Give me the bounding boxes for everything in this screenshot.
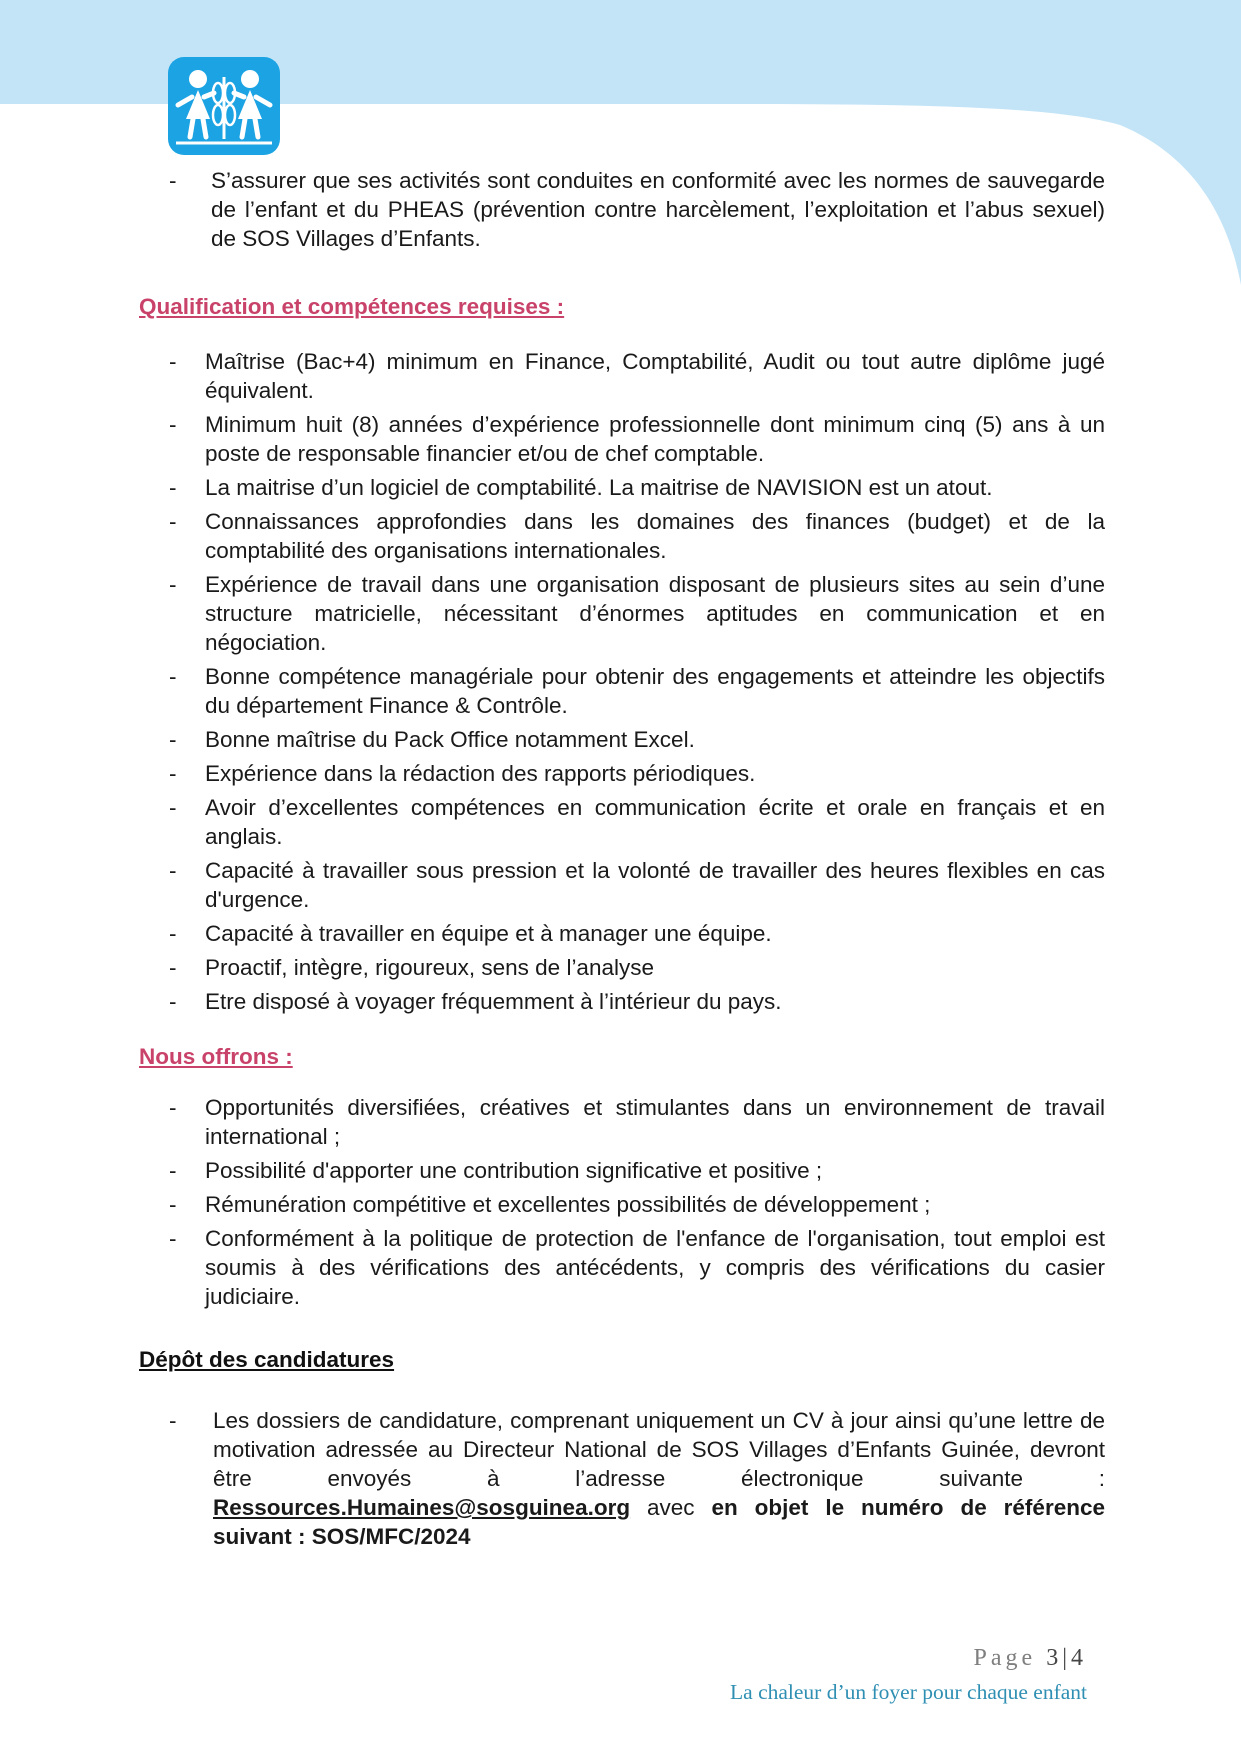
qualification-text: Maîtrise (Bac+4) minimum en Finance, Comptabilité, Audit ou tout autre diplôme jugé équivalent.	[205, 349, 1105, 403]
qualification-text: Proactif, intègre, rigoureux, sens de l’analyse	[205, 955, 654, 980]
list-item	[139, 953, 1105, 982]
list-item	[139, 473, 1105, 502]
page-current: 3	[1046, 1645, 1063, 1671]
list-item	[139, 725, 1105, 754]
qualification-text: Connaissances approfondies dans les domaines des finances (budget) et de la comptabilité des organisations internationales.	[205, 509, 1105, 563]
qualification-text: Minimum huit (8) années d’expérience professionnelle dont minimum cinq (5) ans à un poste de responsable financier et/ou de chef comptable.	[205, 412, 1105, 466]
qualifications-list	[139, 347, 1105, 1016]
list-item	[139, 570, 1105, 657]
list-item	[139, 987, 1105, 1016]
qualification-text: Capacité à travailler en équipe et à manager une équipe.	[205, 921, 772, 946]
qualification-text: Etre disposé à voyager fréquemment à l’intérieur du pays.	[205, 989, 782, 1014]
offer-text: Rémunération compétitive et excellentes possibilités de développement ;	[205, 1192, 931, 1217]
page-number	[974, 1645, 1087, 1672]
page-separator: |	[1062, 1645, 1071, 1671]
list-item	[139, 410, 1105, 468]
application-reference: en objet le numéro de référence suivant : SOS/MFC/2024	[213, 1495, 1105, 1549]
sos-childrens-villages-logo	[168, 57, 280, 155]
offer-text: Conformément à la politique de protection de l'enfance de l'organisation, tout emploi est soumis à des vérifications des antécédents, y compris des vérifications du casier judiciaire.	[205, 1226, 1105, 1309]
dash-bullet: -	[169, 989, 177, 1014]
list-item	[139, 507, 1105, 565]
offers-heading: Nous offrons :	[139, 1044, 293, 1069]
dash-bullet: -	[169, 858, 177, 883]
document-body	[139, 166, 1105, 1551]
dash-bullet: -	[169, 412, 177, 437]
dash-bullet: -	[169, 475, 177, 500]
list-item	[139, 166, 1105, 253]
application-email-link[interactable]: Ressources.Humaines@sosguinea.org	[213, 1495, 631, 1520]
list-item	[139, 1224, 1105, 1311]
qualification-text: Bonne maîtrise du Pack Office notamment Excel.	[205, 727, 695, 752]
page-total: 4	[1071, 1645, 1087, 1671]
qualification-text: Avoir d’excellentes compétences en communication écrite et orale en français et en anglais.	[205, 795, 1105, 849]
dash-bullet: -	[169, 1158, 177, 1183]
list-item	[139, 347, 1105, 405]
dash-bullet: -	[169, 1408, 177, 1433]
dash-bullet: -	[169, 349, 177, 374]
dash-bullet: -	[169, 1192, 177, 1217]
offer-text: Opportunités diversifiées, créatives et stimulantes dans un environnement de travail international ;	[205, 1095, 1105, 1149]
page-word: Page	[973, 1645, 1037, 1671]
offer-text: Possibilité d'apporter une contribution significative et positive ;	[205, 1158, 823, 1183]
dash-bullet: -	[169, 795, 177, 820]
list-item	[139, 1093, 1105, 1151]
application-instructions: Les dossiers de candidature, comprenant uniquement un CV à jour ainsi qu’une lettre de motivation adressée au Directeur National de SOS Villages d’Enfants Guinée, devront être envoyés à l’adresse électronique suivante :	[213, 1408, 1105, 1491]
dash-bullet: -	[169, 509, 177, 534]
qualification-text: Bonne compétence managériale pour obtenir des engagements et atteindre les objectifs du département Finance & Contrôle.	[205, 664, 1105, 718]
application-text	[205, 1406, 1105, 1551]
dash-bullet: -	[169, 664, 177, 689]
dash-bullet: -	[169, 1095, 177, 1120]
application-heading: Dépôt des candidatures	[139, 1347, 395, 1372]
dash-bullet: -	[169, 727, 177, 752]
list-item	[139, 759, 1105, 788]
offers-list	[139, 1093, 1105, 1311]
dash-bullet: -	[169, 168, 177, 193]
qualification-text: La maitrise d’un logiciel de comptabilité. La maitrise de NAVISION est un atout.	[205, 475, 993, 500]
qualifications-heading: Qualification et compétences requises :	[139, 294, 565, 319]
list-item	[139, 662, 1105, 720]
application-connector: avec	[647, 1495, 695, 1520]
list-item	[139, 793, 1105, 851]
list-item	[139, 1156, 1105, 1185]
qualification-text: Expérience de travail dans une organisation disposant de plusieurs sites au sein d’une structure matricielle, nécessitant d’énormes aptitudes en communication et en négociation.	[205, 572, 1105, 655]
list-item	[139, 856, 1105, 914]
dash-bullet: -	[169, 761, 177, 786]
dash-bullet: -	[169, 921, 177, 946]
footer-tagline: La chaleur d’un foyer pour chaque enfant	[730, 1680, 1087, 1704]
qualification-text: Capacité à travailler sous pression et la volonté de travailler des heures flexibles en cas d'urgence.	[205, 858, 1105, 912]
qualification-text: Expérience dans la rédaction des rapports périodiques.	[205, 761, 756, 786]
dash-bullet: -	[169, 572, 177, 597]
list-item	[139, 1190, 1105, 1219]
dash-bullet: -	[169, 955, 177, 980]
list-item	[139, 1406, 1105, 1551]
intro-bullet-text: S’assurer que ses activités sont conduites en conformité avec les normes de sauvegarde de l’enfant et du PHEAS (prévention contre harcèlement, l’exploitation et l’abus sexuel) de SOS Villages d’Enfants.	[211, 168, 1105, 251]
dash-bullet: -	[169, 1226, 177, 1251]
list-item	[139, 919, 1105, 948]
